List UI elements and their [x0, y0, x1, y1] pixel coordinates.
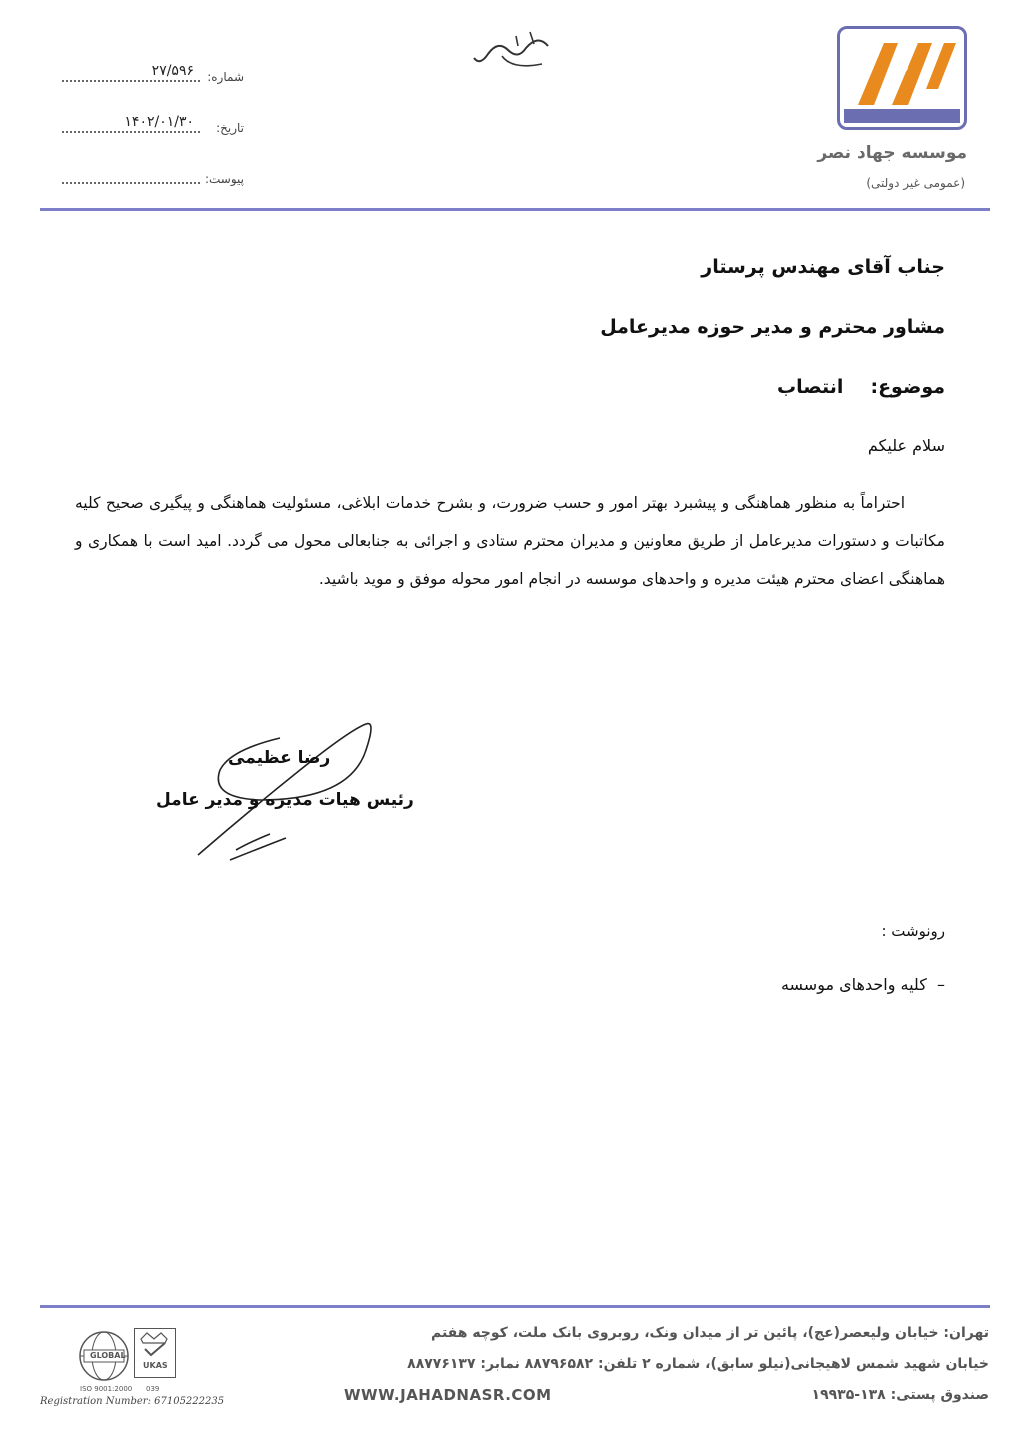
letter-body: احتراماً به منظور هماهنگی و پیشبرد بهتر امور و حسب ضرورت، و بشرح خدمات ابلاغی، مسئولیت هماهنگی و پیگیری صحیح کلیه مکاتبات و دستورات مدیرعامل از طریق معاونین و مدیران محترم ستادی و اجرائی به جنابعالی محول می گردد. امید است با همکاری و هماهنگی اعضای محترم هیئت مدیره و واحدهای موسسه در انجام امور محوله موفق و موید باشید.: [75, 494, 945, 588]
header-divider: [40, 208, 990, 211]
footer-website: WWW.JAHADNASR.COM: [344, 1386, 552, 1404]
subject-value: انتصاب: [777, 376, 844, 398]
letter-date-label: تاریخ:: [216, 121, 244, 135]
global-cert-badge: [78, 1330, 130, 1382]
ukas-cert-label: UKAS: [143, 1361, 168, 1370]
organization-subtitle: (عمومی غیر دولتی): [866, 176, 965, 190]
footer-address-line1: تهران: خیابان ولیعصر(عج)، پائین تر از میدان ونک، روبروی بانک ملت، کوچه هفتم: [430, 1325, 989, 1341]
signatory-title: رئیس هیات مدیره و مدیر عامل: [156, 790, 414, 810]
greeting: سلام علیکم: [867, 436, 945, 455]
crown-check-icon: [135, 1329, 173, 1359]
subject-line: [777, 376, 945, 398]
letter-number-value: ۲۷/۵۹۶: [151, 63, 194, 79]
iso-standard-label: ISO 9001:2000: [80, 1385, 133, 1393]
organization-name: موسسه جهاد نصر: [817, 143, 967, 163]
nasr-logo-mark: [840, 29, 964, 127]
basmala: [468, 26, 558, 74]
letter-date-row: [62, 113, 244, 135]
footer-postal-box: صندوق پستی: ۱۳۸-۱۹۹۳۵: [811, 1387, 989, 1403]
cc-label: رونوشت :: [881, 922, 945, 940]
footer-divider: [40, 1305, 990, 1308]
basmala-calligraphy: [468, 26, 558, 74]
recipient-name: جناب آقای مهندس پرستار: [701, 256, 945, 278]
letter-number-row: [62, 62, 244, 84]
footer-address-line2: خیابان شهید شمس لاهیجانی(نیلو سابق)، شماره ۲ تلفن: ۸۸۷۹۶۵۸۲ نمابر: ۸۸۷۷۶۱۳۷: [407, 1356, 989, 1372]
cc-item-bullet: –: [926, 975, 945, 994]
letter-number-label: شماره:: [207, 70, 244, 84]
cert-number-label: 039: [146, 1385, 160, 1393]
subject-label: موضوع:: [870, 376, 945, 398]
letter-attachment-label: پیوست:: [204, 172, 244, 186]
global-cert-label: GLOBAL: [90, 1351, 126, 1360]
letter-attachment-dots: [62, 182, 200, 184]
signatory-name: رضا عظیمی: [228, 748, 331, 768]
cc-item-text: کلیه واحدهای موسسه: [780, 975, 927, 994]
letter-date-dots: [62, 131, 200, 133]
letter-attachment-row: [62, 164, 244, 186]
organization-logo: [837, 26, 967, 130]
recipient-title: مشاور محترم و مدیر حوزه مدیرعامل: [600, 316, 945, 338]
cc-item: [781, 975, 945, 994]
letter-date-value: ۱۴۰۲/۰۱/۳۰: [124, 114, 194, 130]
registration-number: Registration Number: 67105222235: [40, 1396, 225, 1407]
letter-number-dots: [62, 80, 200, 82]
ukas-cert-badge: [134, 1328, 176, 1378]
